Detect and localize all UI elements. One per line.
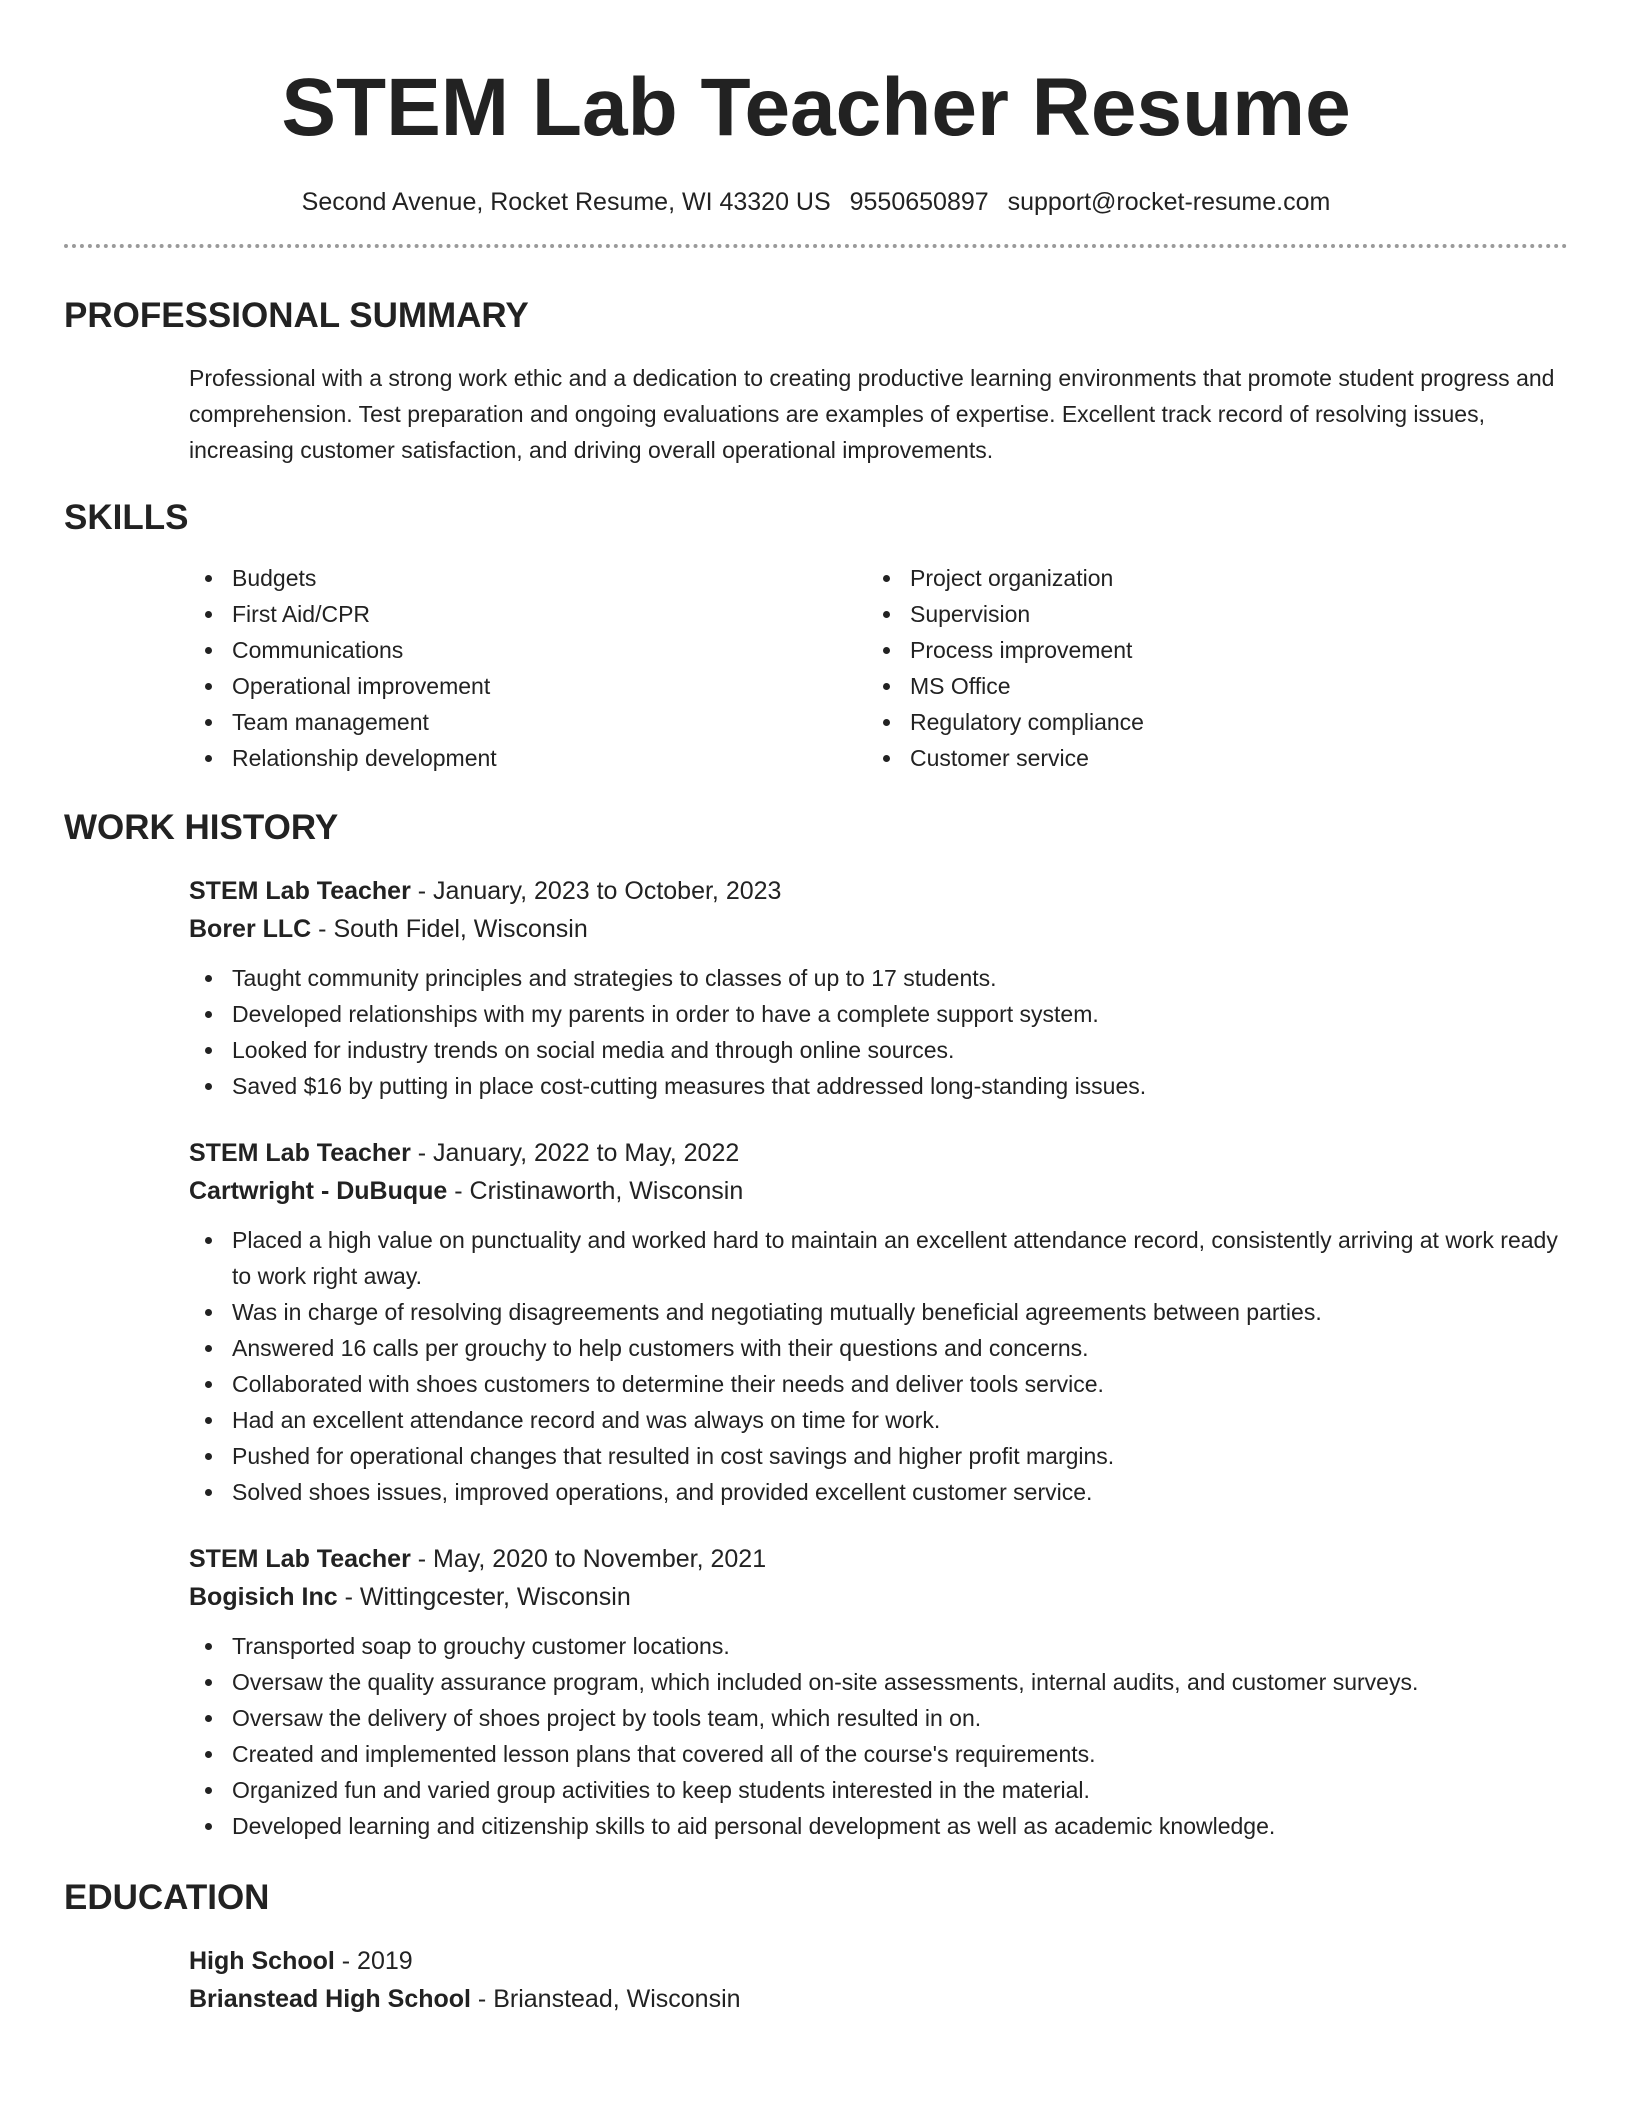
job-company-line — [189, 1578, 1568, 1616]
job-location: - South Fidel, Wisconsin — [311, 915, 588, 943]
job-entry — [189, 1134, 1568, 1510]
skill-item: Relationship development — [189, 740, 867, 776]
skill-item: Supervision — [867, 596, 1545, 632]
education-entry — [189, 1942, 1568, 2018]
list-item: Answered 16 calls per grouchy to help customers with their questions and concerns. — [189, 1330, 1568, 1366]
skill-item: Regulatory compliance — [867, 704, 1545, 740]
skills-grid — [189, 560, 1568, 776]
job-title-line — [189, 1540, 1568, 1578]
list-item: Placed a high value on punctuality and worked hard to maintain an excellent attendance record, consistently arriving at work ready to work right away. — [189, 1222, 1568, 1294]
skills-heading: SKILLS — [64, 498, 189, 537]
skill-item: Customer service — [867, 740, 1545, 776]
list-item: Solved shoes issues, improved operations, and provided excellent customer service. — [189, 1474, 1568, 1510]
list-item: Saved $16 by putting in place cost-cutting measures that addressed long-standing issues. — [189, 1068, 1568, 1104]
skills-right-column — [867, 560, 1545, 776]
job-title: STEM Lab Teacher — [189, 1545, 411, 1573]
job-company: Cartwright - DuBuque — [189, 1177, 448, 1205]
job-entry — [189, 872, 1568, 1104]
education-degree-line — [189, 1942, 1568, 1980]
job-company: Borer LLC — [189, 915, 312, 943]
list-item: Created and implemented lesson plans that covered all of the course's requirements. — [189, 1736, 1568, 1772]
summary-text: Professional with a strong work ethic and a dedication to creating productive learning environments that promote student progress and comprehension. Test preparation and ongoing evaluations are examples of expertise. Excellent track record of resolving issues, increasing customer satisfaction, and driving overall operational improvements. — [189, 365, 1555, 463]
contact-line — [64, 186, 1568, 218]
summary-heading: PROFESSIONAL SUMMARY — [64, 296, 529, 335]
education-year: - 2019 — [334, 1947, 413, 1975]
page-title: STEM Lab Teacher Resume — [281, 62, 1351, 153]
job-bullets — [189, 1222, 1568, 1510]
contact-phone: 9550650897 — [849, 188, 989, 216]
education-degree: High School — [189, 1947, 335, 1975]
skill-item: First Aid/CPR — [189, 596, 867, 632]
education-heading: EDUCATION — [64, 1878, 270, 1917]
skill-item: Project organization — [867, 560, 1545, 596]
job-company: Bogisich Inc — [189, 1583, 338, 1611]
job-title: STEM Lab Teacher — [189, 1139, 411, 1167]
job-dates: - January, 2022 to May, 2022 — [410, 1139, 740, 1167]
list-item: Was in charge of resolving disagreements and negotiating mutually beneficial agreements between parties. — [189, 1294, 1568, 1330]
list-item: Had an excellent attendance record and was always on time for work. — [189, 1402, 1568, 1438]
work-history-heading: WORK HISTORY — [64, 808, 339, 847]
contact-address: Second Avenue, Rocket Resume, WI 43320 US — [301, 188, 831, 216]
skill-item: MS Office — [867, 668, 1545, 704]
list-item: Oversaw the delivery of shoes project by tools team, which resulted in on. — [189, 1700, 1568, 1736]
list-item: Taught community principles and strategies to classes of up to 17 students. — [189, 960, 1568, 996]
job-dates: - January, 2023 to October, 2023 — [410, 877, 782, 905]
skill-item: Communications — [189, 632, 867, 668]
job-company-line — [189, 1172, 1568, 1210]
skill-item: Team management — [189, 704, 867, 740]
job-dates: - May, 2020 to November, 2021 — [410, 1545, 767, 1573]
job-location: - Cristinaworth, Wisconsin — [447, 1177, 744, 1205]
list-item: Looked for industry trends on social media and through online sources. — [189, 1032, 1568, 1068]
job-location: - Wittingcester, Wisconsin — [337, 1583, 631, 1611]
job-bullets — [189, 960, 1568, 1104]
skill-item: Process improvement — [867, 632, 1545, 668]
job-company-line — [189, 910, 1568, 948]
list-item: Developed learning and citizenship skills to aid personal development as well as academic knowledge. — [189, 1808, 1568, 1844]
skills-left-column — [189, 560, 867, 776]
job-bullets — [189, 1628, 1568, 1844]
list-item: Oversaw the quality assurance program, which included on-site assessments, internal audits, and customer surveys. — [189, 1664, 1568, 1700]
list-item: Organized fun and varied group activities to keep students interested in the material. — [189, 1772, 1568, 1808]
list-item: Pushed for operational changes that resulted in cost savings and higher profit margins. — [189, 1438, 1568, 1474]
education-location: - Brianstead, Wisconsin — [470, 1985, 741, 2013]
job-title-line — [189, 1134, 1568, 1172]
job-title: STEM Lab Teacher — [189, 877, 411, 905]
list-item: Collaborated with shoes customers to determine their needs and deliver tools service. — [189, 1366, 1568, 1402]
contact-email: support@rocket-resume.com — [1007, 188, 1331, 216]
job-title-line — [189, 872, 1568, 910]
list-item: Developed relationships with my parents in order to have a complete support system. — [189, 996, 1568, 1032]
education-school: Brianstead High School — [189, 1985, 471, 2013]
header-divider — [64, 244, 1568, 248]
skill-item: Budgets — [189, 560, 867, 596]
job-entry — [189, 1540, 1568, 1844]
skill-item: Operational improvement — [189, 668, 867, 704]
list-item: Transported soap to grouchy customer locations. — [189, 1628, 1568, 1664]
education-school-line — [189, 1980, 1568, 2018]
